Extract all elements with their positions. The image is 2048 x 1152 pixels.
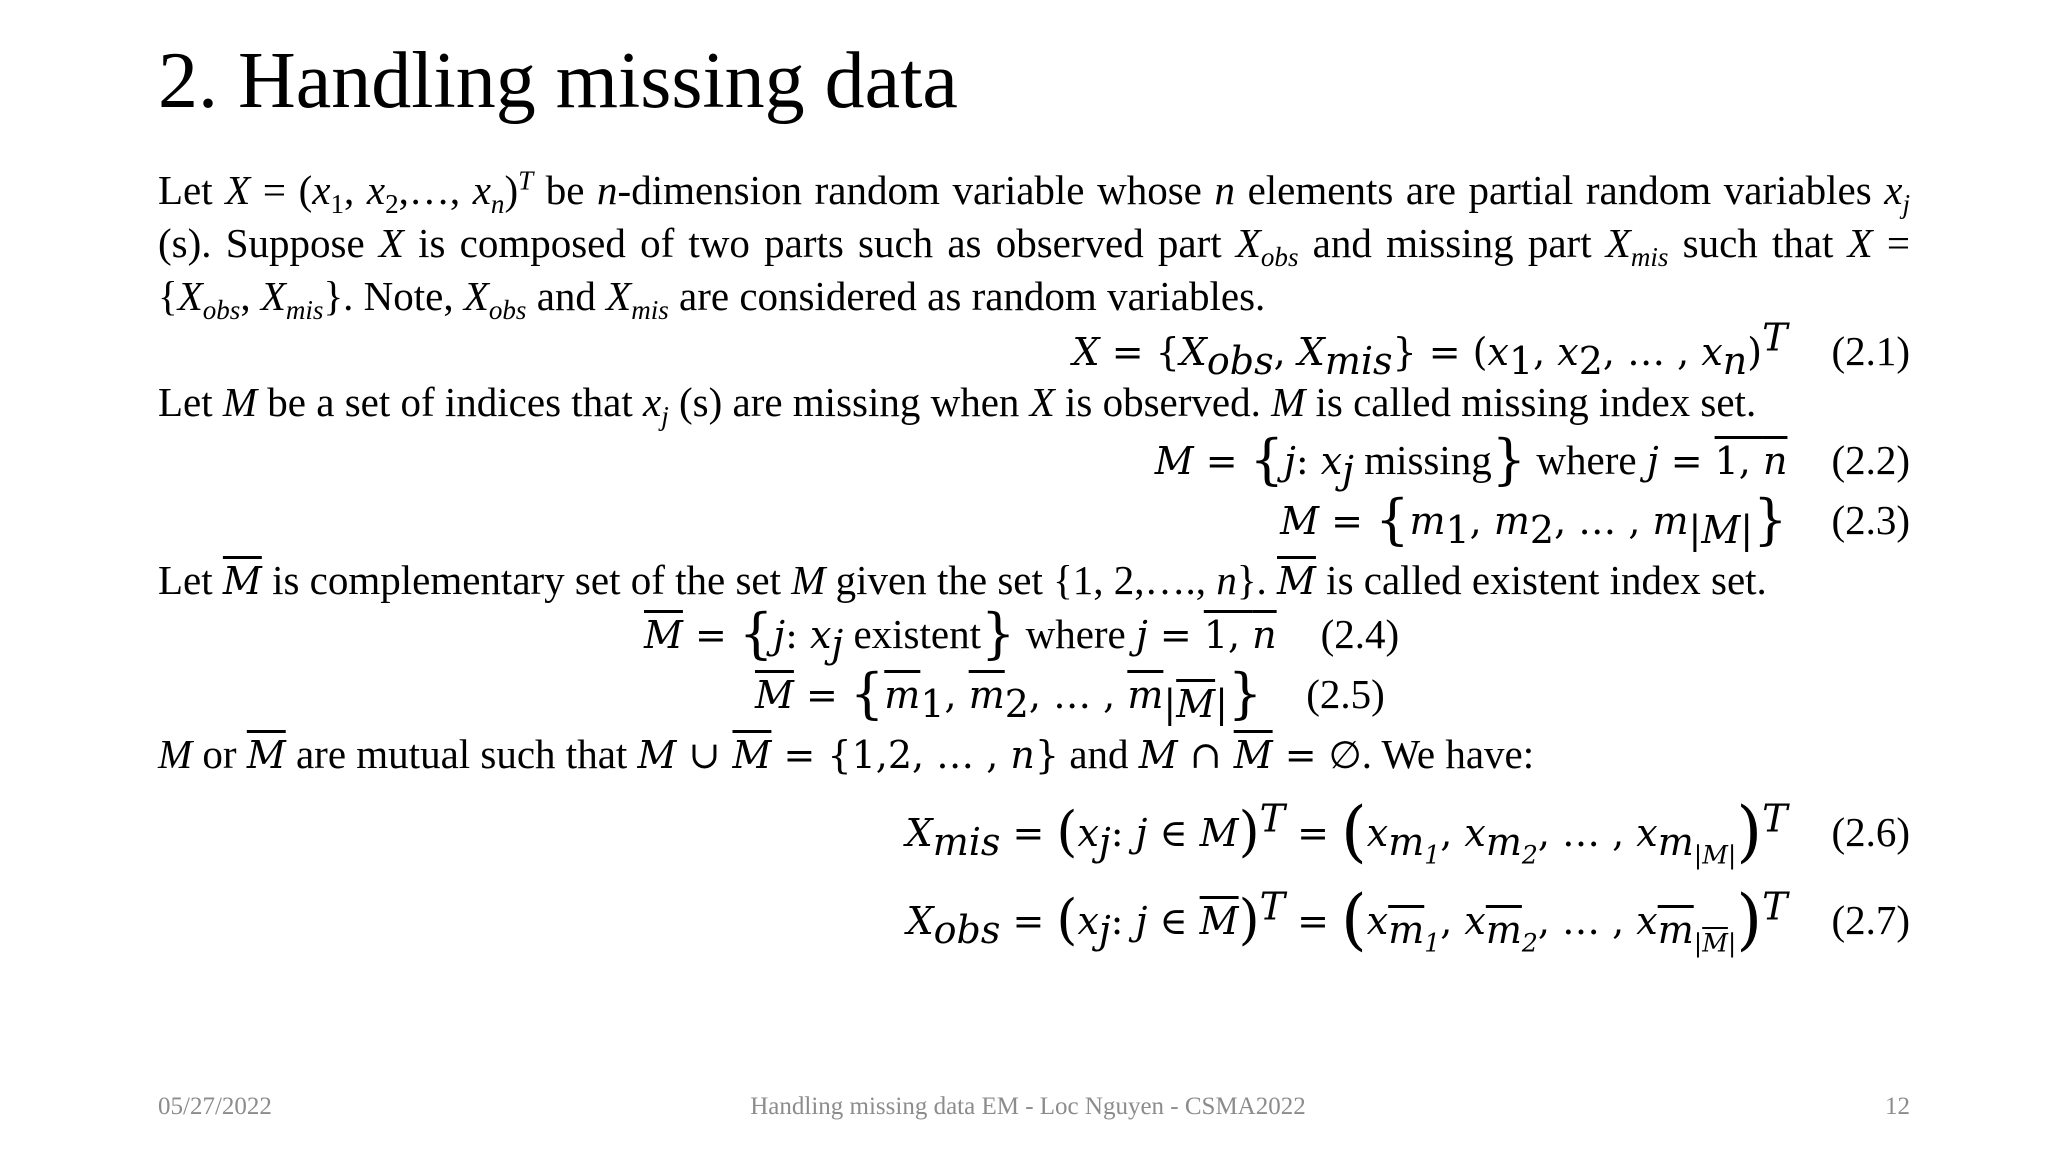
word-where: where [1536, 437, 1637, 483]
equation-number: (2.5) [1306, 671, 1385, 717]
equation-number: (2.4) [1320, 611, 1400, 657]
intro-paragraph: Let $X = (x_1$, $x_2,\dots$, $x_n)^T$ be n-dimension random variable whose n elements are partial random variables $x_j$ (s). Suppose X is composed of two parts such as observed part $X_{obs}$ and missing part $X_{mis}$ such that $X = \{X_{obs}$, $X_{mis}$}. Note, $X_{obs}$ and $X_{mis}$ are considered as random variables. [158, 165, 1911, 326]
equation-2-4: $\overline{M} = \{j$: $x_j$ existent} where j = 1, n (2.4) [644, 602, 1400, 667]
equation-number: (2.1) [1831, 328, 1910, 374]
equation-number: (2.7) [1831, 897, 1910, 943]
footer-date: 05/27/2022 [158, 1093, 272, 1120]
equation-2-6: $X_{mis} = (x_j$: j ∈ $M)^T = (x_{m_1}$, $x_{m_2}$, … , $x_{m_{|M|}})^T$ (2.6) [905, 793, 1910, 870]
mutual-text: M or $\overline{M}$ are mutual such that M ∪ $\overline{M} = \{1,2$, … , n} and M ∩ $\overline{M}$ = ∅. We have: [158, 731, 1535, 777]
word-where: where [1025, 611, 1126, 657]
footer-title: Handling missing data EM - Loc Nguyen - CSMA2022 [750, 1093, 1306, 1120]
equation-2-2: M = {j: $x_j$ missing} where j = 1, n (2.2) [1154, 428, 1910, 493]
existent-index-text: Let $\overline{M}$ is complementary set of the set M given the set {1, 2,…., n}. $\overline{M}$ is called existent index set. [158, 557, 1767, 603]
equation-number: (2.2) [1831, 437, 1910, 483]
word-missing: missing [1364, 437, 1492, 483]
missing-index-text: Let M be a set of indices that $x_j$ (s) are missing when X is observed. M is called missing index set. [158, 379, 1757, 432]
equation-2-1: $X = \{X_{obs}$, $X_{mis}\} = (x_1$, $x_2$, … , $x_n)^T$ (2.1) [1072, 315, 1910, 384]
equation-2-7: $X_{obs} = (x_j$: j ∈ $\overline{M})^T = (x_{\overline{m}_1}$, $x_{\overline{m}_2}$, … , $x_{\overline{m}_{|\overline{M}|}})^T$ (2.7) [906, 881, 1910, 958]
slide-title: 2. Handling missing data [158, 37, 958, 125]
equation-number: (2.6) [1831, 809, 1910, 855]
equation-number: (2.3) [1831, 497, 1910, 543]
equation-2-3: $M = \{m_1$, $m_2$, … , $m_{|M|}$} (2.3) [1280, 488, 1910, 553]
footer-page-number: 12 [1885, 1093, 1910, 1120]
equation-2-5: $\overline{M} = \{\overline{m}_1$, $\overline{m}_2$, … , $\overline{m}_{|\overline{M}|}$} (2.5) [755, 662, 1385, 727]
word-existent: existent [853, 611, 981, 657]
